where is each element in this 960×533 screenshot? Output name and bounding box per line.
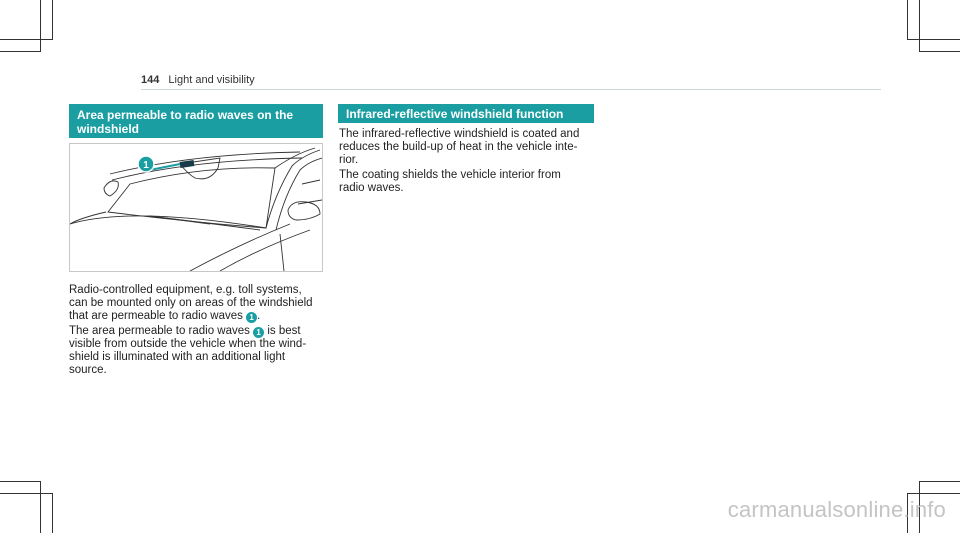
paragraph [339, 169, 601, 195]
text-line: visible from outside the vehicle when the wind- [69, 338, 307, 350]
text-line: The infrared-reflective windshield is coated and [339, 128, 580, 140]
paragraph [339, 128, 601, 167]
windshield-illustration [69, 143, 323, 272]
crop-mark [0, 51, 40, 52]
heading-line: Infrared-reflective windshield function [346, 107, 564, 121]
text-line: can be mounted only on areas of the windshield [69, 297, 313, 309]
crop-mark [920, 481, 960, 482]
right-body [339, 128, 601, 197]
text-line: rior. [339, 154, 359, 166]
crop-mark [0, 481, 40, 482]
callout-number: 1 [143, 160, 149, 171]
crop-mark [52, 493, 53, 533]
crop-mark [919, 0, 920, 52]
text-line: Radio-controlled equipment, e.g. toll systems, [69, 284, 302, 296]
heading-line: windshield [77, 122, 140, 136]
watermark: carmanualsonline.info [727, 497, 946, 522]
crop-mark [40, 0, 41, 52]
text-line: source. [69, 364, 107, 376]
page-number: 144 [141, 74, 160, 86]
page-header [141, 74, 255, 86]
text-line: is best [267, 325, 301, 337]
crop-mark [908, 493, 960, 494]
crop-mark [0, 39, 52, 40]
text-line: shield is illuminated with an additional light [69, 351, 286, 363]
crop-mark [908, 39, 960, 40]
heading-line: Area permeable to radio waves on the [77, 108, 294, 122]
chapter-title: Light and visibility [168, 74, 255, 86]
crop-mark [920, 51, 960, 52]
text-line: reduces the build-up of heat in the vehicle inte- [339, 141, 578, 153]
callout-badge: 1 [246, 312, 257, 323]
callout-badge: 1 [253, 327, 264, 338]
text-line: The area permeable to radio waves [69, 325, 250, 337]
crop-mark [907, 0, 908, 40]
paragraph [69, 284, 329, 323]
text-line: . [257, 310, 261, 322]
left-body [69, 284, 329, 379]
crop-mark [40, 481, 41, 533]
section-heading-infrared [338, 104, 594, 123]
crop-mark [0, 493, 52, 494]
section-heading-radio-area [69, 104, 323, 138]
windshield-drawing [70, 144, 322, 271]
text-line: that are permeable to radio waves [69, 310, 243, 322]
crop-mark [52, 0, 53, 40]
paragraph [69, 325, 329, 377]
header-divider [141, 89, 881, 90]
text-line: radio waves. [339, 182, 404, 194]
text-line: The coating shields the vehicle interior from [339, 169, 561, 181]
